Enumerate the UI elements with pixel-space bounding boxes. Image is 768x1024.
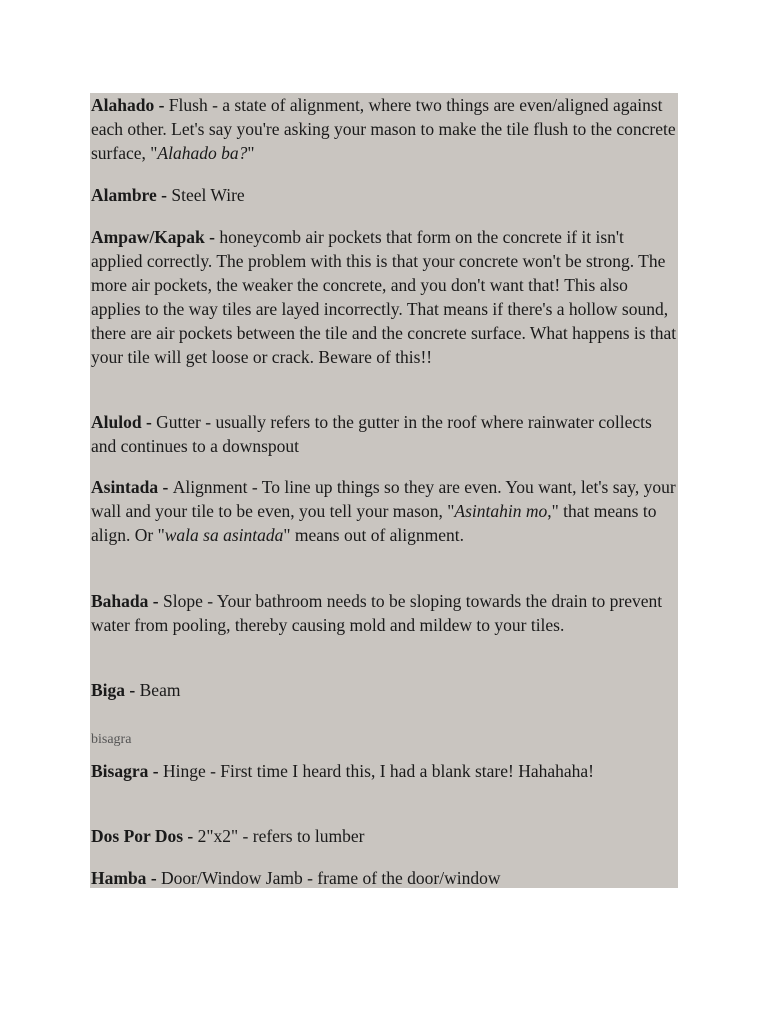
entry-definition: Beam (139, 680, 181, 700)
entry-example-asintahin: Asintahin mo (454, 501, 548, 521)
entry-definition: Gutter - usually refers to the gutter in the roof where rainwater collects and continues to a downspout (91, 412, 652, 456)
glossary-entry-asintada (91, 475, 678, 547)
entry-term: Alahado (91, 95, 155, 115)
entry-separator: - (183, 826, 198, 846)
entry-separator: - (125, 680, 140, 700)
entry-definition-mid: ," that means to align. Or " (91, 501, 657, 545)
entry-term: Asintada (91, 477, 159, 497)
entry-term: Alulod (91, 412, 142, 432)
entry-definition: Alignment - To line up things so they are even. You want, let's say, your wall and your tile to be even, you tell your mason, " (91, 477, 676, 521)
glossary-entry-bahada (91, 589, 678, 637)
entry-definition: Door/Window Jamb - frame of the door/window (161, 868, 501, 888)
entry-separator: - (156, 185, 172, 205)
entry-separator: - (154, 95, 169, 115)
entry-separator: - (158, 477, 173, 497)
glossary-entry-alambre (91, 183, 678, 207)
glossary-entry-alahado (91, 93, 678, 165)
glossary-entry-bisagra (91, 759, 678, 783)
entry-example-wala: wala sa asintada (164, 525, 284, 545)
entry-separator: - (204, 227, 220, 247)
document-page (90, 93, 678, 888)
entry-definition: honeycomb air pockets that form on the concrete if it isn't applied correctly. The problem with this is that your concrete won't be strong. The more air pockets, the weaker the concrete, and you don't want that! This also applies to the way tiles are layed incorrectly. That means if there's a hollow sound, there are air pockets between the tile and the concrete surface. What happens is that your tile will get loose or crack. Beware of this!! (91, 227, 677, 367)
entry-definition-end: " (247, 143, 255, 163)
entry-definition: Slope - Your bathroom needs to be sloping towards the drain to prevent water from pooling, thereby causing mold and mildew to your tiles. (91, 591, 663, 635)
entry-separator: - (146, 868, 162, 888)
glossary-entry-ampaw-kapak (91, 225, 678, 369)
glossary-entry-hamba (91, 866, 678, 888)
entry-term: Alambre (91, 185, 157, 205)
entry-definition: Steel Wire (171, 185, 245, 205)
entry-definition: Hinge - First time I heard this, I had a blank stare! Hahahaha! (162, 761, 594, 781)
entry-definition: Flush - a state of alignment, where two things are even/aligned against each other. Let's say you're asking your mason to make the tile flush to the concrete surface, " (91, 95, 676, 163)
glossary-entry-dos-por-dos (91, 824, 678, 848)
entry-separator: - (148, 761, 163, 781)
entry-term: Hamba (91, 868, 147, 888)
entry-term: Biga (91, 680, 126, 700)
entry-example: Alahado ba? (157, 143, 248, 163)
entry-term: Ampaw/Kapak (91, 227, 205, 247)
entry-term: Dos Por Dos (91, 826, 184, 846)
glossary-entry-biga (91, 678, 678, 702)
entry-term: Bahada (91, 591, 149, 611)
entry-separator: - (148, 591, 163, 611)
entry-definition: 2"x2" - refers to lumber (197, 826, 365, 846)
glossary-entry-alulod (91, 410, 678, 458)
entry-separator: - (141, 412, 157, 432)
image-caption: bisagra (91, 732, 132, 747)
entry-term: Bisagra (91, 761, 149, 781)
entry-definition-end: " means out of alignment. (283, 525, 465, 545)
